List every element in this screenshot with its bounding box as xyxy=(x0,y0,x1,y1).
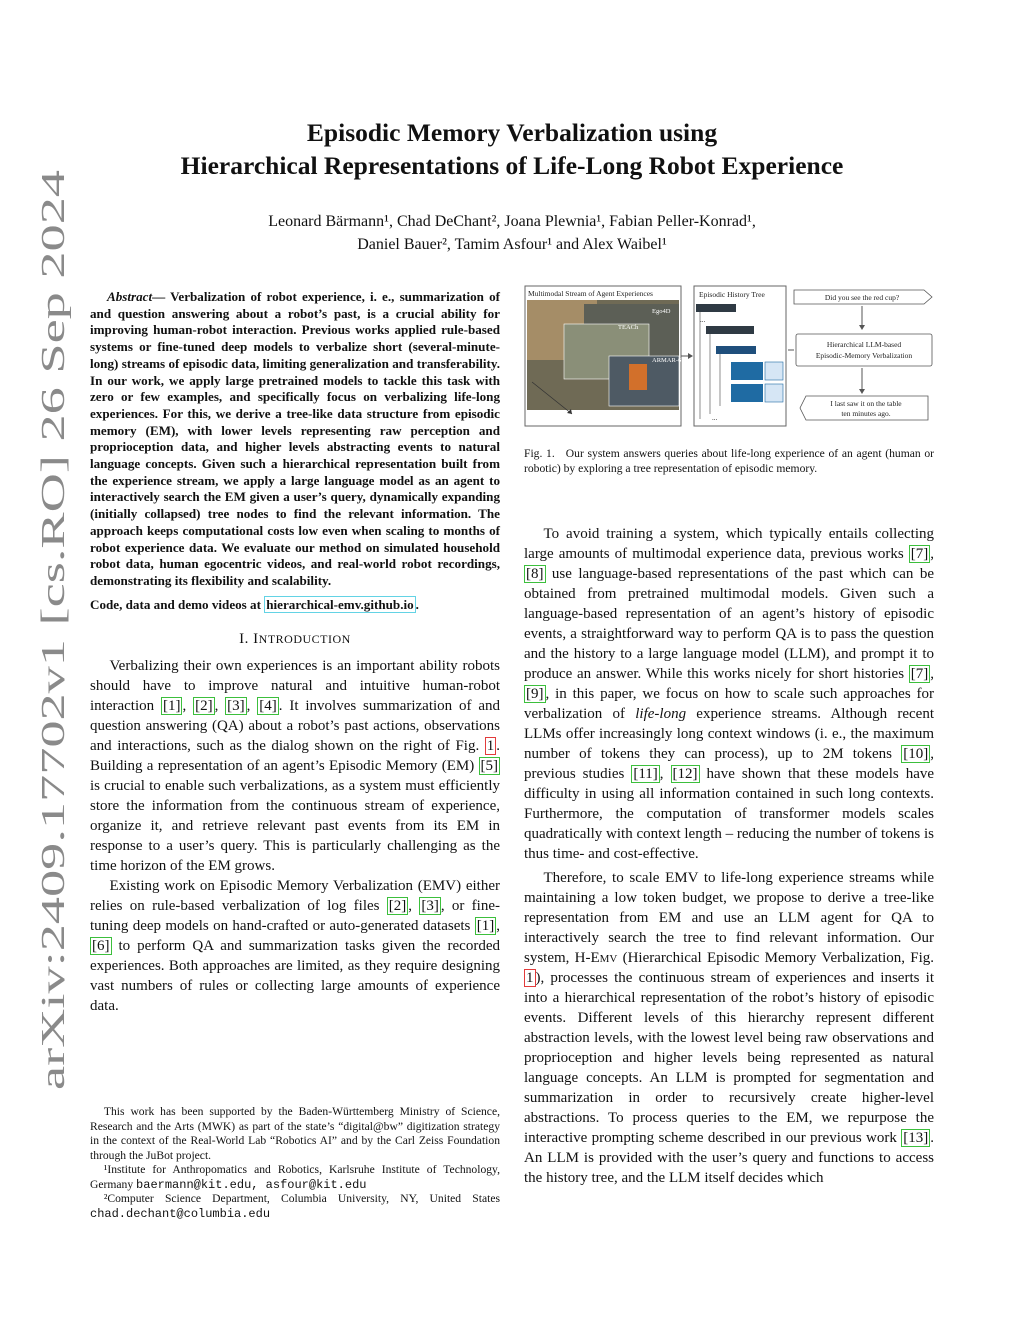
ego-label: Ego4D xyxy=(652,308,671,315)
footnote-affil-2: ²Computer Science Department, Columbia University, NY, United States chad.dechant@columbia.edu xyxy=(90,1192,500,1221)
citation-1b[interactable]: [1] xyxy=(476,917,495,934)
tree-label: Episodic History Tree xyxy=(699,290,765,299)
citation-1[interactable]: [1] xyxy=(162,697,181,714)
figure-ref-1[interactable]: 1 xyxy=(486,737,495,754)
abstract xyxy=(90,289,500,590)
system-name: H-Emv xyxy=(574,950,618,966)
footnotes xyxy=(90,1105,500,1221)
citation-11[interactable]: [11] xyxy=(633,766,658,782)
paper-title xyxy=(90,116,934,182)
citation-5[interactable]: [5] xyxy=(480,757,498,774)
arxiv-identifier-text: arXiv:2409.17702v1 [cs.RO] 26 Sep 2024 xyxy=(35,513,72,1090)
answer-arrowhead xyxy=(859,389,865,394)
citation-12[interactable]: [12] xyxy=(672,766,698,782)
llm-line-1: Hierarchical LLM-based xyxy=(826,340,902,349)
abstract-label: Abstract xyxy=(107,289,153,304)
tree-ellipsis-2: ... xyxy=(712,414,718,422)
figure-1-caption xyxy=(524,447,934,476)
arxiv-identifier xyxy=(14,160,84,1100)
caption-text: Our system answers queries about life-long experience of an agent (human or robotic) by exploring a tree representation of episodic memory. xyxy=(524,447,934,475)
author-list xyxy=(90,210,934,256)
intro-paragraph-2: Existing work on Episodic Memory Verbalization (EMV) either relies on rule-based verbalization of log files [2] , [3] , or fine-tuning deep models on hand-crafted or auto-generated datasets [1] , [6] to perform QA and summarization tasks given the recorded experiences. Both approaches are limited, as they require designing vast numbers of rules or collecting large amounts of experience data. xyxy=(90,877,500,1014)
tree-node-leaf-2-icon xyxy=(765,384,783,402)
title-line-2: Hierarchical Representations of Life-Long Robot Experience xyxy=(180,151,844,180)
citation-6[interactable]: [6] xyxy=(92,937,110,954)
section-heading-introduction xyxy=(90,631,500,648)
tree-node-leaf-2 xyxy=(731,384,763,402)
authors-line-1: Leonard Bärmann¹, Chad DeChant², Joana Plewnia¹, Fabian Peller-Konrad¹, xyxy=(268,213,756,230)
project-link[interactable]: hierarchical-emv.github.io xyxy=(266,596,414,612)
stream-to-tree-arrowhead xyxy=(688,353,693,359)
citation-3b[interactable]: [3] xyxy=(421,897,439,914)
left-column xyxy=(90,289,500,1016)
teach-label: TEACh xyxy=(618,324,639,331)
citation-7[interactable]: [7] xyxy=(910,546,929,562)
citation-2[interactable]: [2] xyxy=(195,697,213,714)
llm-line-2: Episodic-Memory Verbalization xyxy=(815,351,913,360)
citation-13[interactable]: [13] xyxy=(903,1130,929,1146)
figure-1-diagram xyxy=(524,284,936,429)
caption-label: Fig. 1. xyxy=(524,447,555,460)
tree-ellipsis-1: ... xyxy=(700,316,706,324)
llm-box xyxy=(796,334,932,366)
answer-line-2: ten minutes ago. xyxy=(841,409,891,418)
citation-9[interactable]: [9] xyxy=(526,686,544,702)
tree-node-level3 xyxy=(716,346,756,354)
robot-orange-object xyxy=(629,364,647,390)
section-heading-rest: NTRODUCTION xyxy=(258,631,351,646)
citation-7b[interactable]: [7] xyxy=(910,666,929,682)
code-prefix: Code, data and demo videos at xyxy=(90,596,265,612)
figure-1 xyxy=(524,284,936,429)
code-suffix: . xyxy=(415,596,419,612)
question-arrowhead xyxy=(859,325,865,330)
figure-ref-1b[interactable]: 1 xyxy=(526,970,534,986)
tree-node-leaf-1-icon xyxy=(765,362,783,380)
citation-3[interactable]: [3] xyxy=(227,697,245,714)
answer-line-1: I last saw it on the table xyxy=(830,399,902,408)
email-kit[interactable]: baermann@kit.edu, asfour@kit.edu xyxy=(136,1177,367,1192)
italic-life-long: life-long xyxy=(635,706,687,722)
code-availability xyxy=(90,596,500,613)
tree-node-root xyxy=(696,304,736,312)
email-columbia[interactable]: chad.dechant@columbia.edu xyxy=(90,1206,271,1221)
armar-label: ARMAR-6 xyxy=(652,357,682,364)
citation-8[interactable]: [8] xyxy=(526,566,544,582)
section-heading-first: I xyxy=(253,630,259,647)
citation-4[interactable]: [4] xyxy=(259,697,277,714)
intro-paragraph-1: Verbalizing their own experiences is an important ability robots should have to improve natural and intuitive human-robot interaction [1] , [2] , [3] , [4] . It involves summarization of and question answering (QA) about a robot’s past actions, observations and interactions, such as the dialog shown on the right of Fig. 1 . Building a representation of an agent’s Episodic Memory (EM) [5] is crucial to enable such verbalizations, as a system must efficiently store the information from the continuous stream of experience, organize it, and retrieve relevant past events from its EM in response to a user’s query. This is particularly challenging as the time horizon of the EM grows. xyxy=(90,657,501,874)
authors-line-2: Daniel Bauer², Tamim Asfour¹ and Alex Waibel¹ xyxy=(357,236,667,253)
right-column xyxy=(524,524,934,1188)
citation-2b[interactable]: [2] xyxy=(388,897,407,914)
question-text: Did you see the red cup? xyxy=(824,293,900,302)
abstract-text: — Verbalization of robot experience, i. e., summarization of and question answering about a robot’s past, is a crucial ability for improving human-robot interaction. Previous works applied rule-based systems or fine-tuned deep models to verbalize short (several-minute-long) streams of episodic data, limiting generalization and transferability. In our work, we apply large pretrained models to tackle this task with zero or few examples, and specifically focus on verbalizing life-long experiences. For this, we derive a tree-like data structure from episodic memory (EM), with lower levels representing raw perception and proprioception data, and higher levels abstracting events to natural language concepts. Given such a hierarchical representation built from the experience stream, we apply a large language model as an agent to interactively search the EM given a user’s query, dynamically expanding (initially collapsed) tree nodes to find the relevant information. The approach keeps computational costs low even when scaling to months of robot experience data. We evaluate our method on simulated household robot data, human egocentric videos, and real-world robot recordings, demonstrating its flexibility and scalability. xyxy=(90,289,500,588)
tree-node-leaf-1 xyxy=(731,362,763,380)
footnote-affil-1: ¹Institute for Anthropomatics and Robotics, Karlsruhe Institute of Technology, Germany baermann@kit.edu, asfour@kit.edu xyxy=(90,1163,500,1192)
title-line-1: Episodic Memory Verbalization using xyxy=(306,118,718,147)
citation-10[interactable]: [10] xyxy=(903,746,929,762)
right-paragraph-2: Therefore, to scale EMV to life-long experience streams while maintaining a low token budget, we propose to derive a tree-like representation from EM and use an LLM agent for QA to interactively search the tree to find relevant information. Our system, H-Emv (Hierarchical Episodic Memory Verbalization, Fig. 1 ), processes the continuous stream of experiences and inserts it into a hierarchical representation of the robot’s history of episodic events. Different levels of this hierarchy represent different abstraction levels, with the lowest level being raw observations and proprioception and higher levels being represented as natural language concepts. An LLM is prompted for segmentation and summarization in order to recursively create higher-level abstractions. To process queries to the EM, we repurpose the interactive prompting scheme described in our previous work [13] . An LLM is provided with the user’s query and functions to access the history tree, and the LLM itself decides which xyxy=(524,870,934,1186)
footnote-funding: This work has been supported by the Baden-Württemberg Ministry of Science, Research and the Arts (MWK) as part of the state’s “digital@bw” digitization strategy in the context of the Real-World Lab “Robotics AI” and by the Carl Zeiss Foundation through the JuBot project. xyxy=(90,1105,500,1162)
arxiv-identifier-svg xyxy=(14,160,84,1100)
tree-node-level2 xyxy=(706,326,754,334)
stream-label: Multimodal Stream of Agent Experiences xyxy=(528,289,653,298)
right-paragraph-1: To avoid training a system, which typically entails collecting large amounts of multimodal experience data, previous works [7] , [8] use language-based representations of the past which can be obtained from pretrained multimodal models. Given such a language-based representation of an agent’s history of episodic events, a straightforward way to perform QA is to pass the question and the history to a large language model (LLM), and prompt it to produce an answer. While this works nicely for short histories [7] , [9] , in this paper, we focus on how to scale such approaches for verbalization of life-long experience streams. Although recent LLMs offer increasingly long context windows (i. e., the maximum number of tokens they can process), up to 2M tokens [10] , previous studies [11] , [12] have shown that these models have difficulty in using all information contained in such long contexts. Furthermore, the computation of transformer models scales quadratically with context length – reducing the number of tokens is thus time- and cost-effective. xyxy=(524,526,935,862)
section-number: I. xyxy=(239,630,254,647)
